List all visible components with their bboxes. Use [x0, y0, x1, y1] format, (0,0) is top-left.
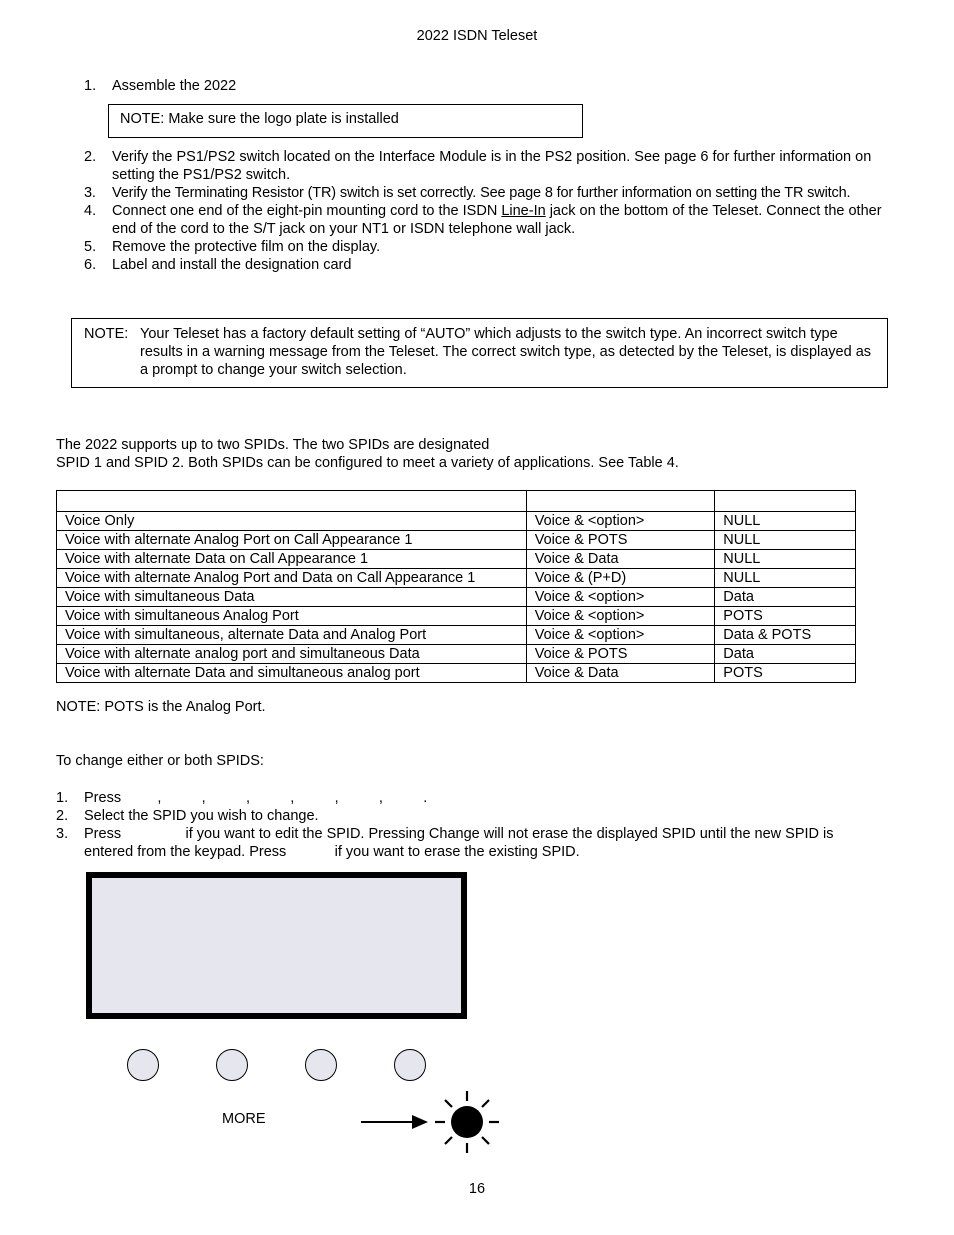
table-cell: Voice & <option> [526, 512, 715, 531]
list-item [56, 77, 896, 95]
table-row [57, 645, 856, 664]
table-cell: NULL [715, 531, 856, 550]
step-text-post: jack on the bottom of the Teleset. Connect the other end of the cord to the S/T jack on your NT1 or ISDN telephone wall jack. [112, 203, 882, 237]
table-row [57, 512, 856, 531]
table-cell: Voice with alternate Analog Port and Data on Call Appearance 1 [57, 569, 527, 588]
step-number: 2. [56, 808, 69, 824]
table-row [57, 550, 856, 569]
table-cell: Voice with simultaneous Data [57, 588, 527, 607]
table-cell: POTS [715, 607, 856, 626]
change-spid-intro: To change either or both SPIDS: [56, 753, 264, 769]
note-text: Your Teleset has a factory default setting of “AUTO” which adjusts to the switch type. An incorrect switch type results in a warning message from the Teleset. The correct switch type, as detected by the Teleset, is displayed as a prompt to change your switch selection. [140, 326, 872, 378]
step-number: 4. [84, 203, 97, 219]
table-cell: Voice with alternate analog port and simultaneous Data [57, 645, 527, 664]
spid-configuration-table [56, 490, 856, 683]
table-cell: Voice & <option> [526, 588, 715, 607]
step-text-line-1: Press if you want to edit the SPID. Pressing Change will not erase the displayed SPID until the new SPID is [84, 826, 834, 842]
list-item [28, 789, 908, 807]
step-text: Press , , , , , , . [84, 790, 428, 806]
step-number: 1. [56, 790, 69, 806]
table-cell: Voice with simultaneous Analog Port [57, 607, 527, 626]
step-text: Remove the protective film on the display. [112, 239, 381, 255]
softkey-2-button[interactable] [216, 1049, 248, 1081]
table-header-cell [526, 491, 715, 512]
table-cell: Voice with alternate Data and simultaneous analog port [57, 664, 527, 683]
table-cell: Voice & Data [526, 664, 715, 683]
list-item [56, 184, 906, 202]
page-header-title: 2022 ISDN Teleset [416, 28, 538, 44]
table-cell: Voice & POTS [526, 531, 715, 550]
assembly-step-1-list [56, 77, 896, 95]
step-number: 1. [84, 78, 97, 94]
list-item [56, 148, 906, 184]
more-indicator-light-icon [432, 1089, 502, 1155]
table-cell: Data & POTS [715, 626, 856, 645]
table-cell: Data [715, 645, 856, 664]
list-item [56, 256, 906, 274]
table-cell: Voice & <option> [526, 626, 715, 645]
table-row [57, 531, 856, 550]
table-cell: Voice & (P+D) [526, 569, 715, 588]
step-text: Assemble the 2022 [112, 78, 237, 94]
pots-note: NOTE: POTS is the Analog Port. [56, 699, 266, 715]
list-item [56, 238, 906, 256]
table-cell: Voice & Data [526, 550, 715, 569]
step-text-line-2: entered from the keypad. Press if you want to erase the existing SPID. [84, 844, 580, 860]
table-cell: Data [715, 588, 856, 607]
page-number: 16 [468, 1181, 486, 1197]
table-cell: Voice with alternate Analog Port on Call Appearance 1 [57, 531, 527, 550]
softkey-4-button[interactable] [394, 1049, 426, 1081]
step-number: 2. [84, 149, 97, 165]
table-row [57, 607, 856, 626]
step-text: Label and install the designation card [112, 257, 352, 273]
table-row [57, 664, 856, 683]
table-header-row [57, 491, 856, 512]
list-item [56, 202, 906, 238]
table-header-cell [57, 491, 527, 512]
list-item [28, 807, 908, 825]
softkey-3-button[interactable] [305, 1049, 337, 1081]
step-number: 6. [84, 257, 97, 273]
teleset-display [86, 872, 467, 1019]
step-number: 3. [56, 826, 69, 842]
step-number: 3. [84, 185, 96, 201]
table-cell: Voice with alternate Data on Call Appearance 1 [57, 550, 527, 569]
table-cell: Voice & <option> [526, 607, 715, 626]
table-cell: NULL [715, 512, 856, 531]
table-row [57, 626, 856, 645]
assembly-steps-list [56, 148, 906, 274]
softkey-1-button[interactable] [127, 1049, 159, 1081]
change-spid-steps [28, 789, 908, 861]
table-row [57, 588, 856, 607]
table-cell: Voice with simultaneous, alternate Data and Analog Port [57, 626, 527, 645]
step-text: Verify the Terminating Resistor (TR) switch is set correctly. See page 8 for further information on setting the TR switch. [112, 185, 851, 201]
arrow-right-icon [360, 1106, 430, 1138]
note-label: NOTE: [84, 326, 129, 342]
spid-intro-line-2: SPID 1 and SPID 2. Both SPIDs can be configured to meet a variety of applications. See Table 4. [56, 455, 679, 471]
logo-plate-note: NOTE: Make sure the logo plate is installed [108, 104, 583, 138]
spid-intro [56, 436, 679, 472]
step-text: Verify the PS1/PS2 switch located on the Interface Module is in the PS2 position. See page 6 for further information on setting the PS1/PS2 switch. [112, 149, 872, 183]
table-cell: Voice & POTS [526, 645, 715, 664]
table-cell: Voice Only [57, 512, 527, 531]
table-row [57, 569, 856, 588]
switch-type-note [71, 318, 888, 388]
more-key-label: MORE [222, 1111, 266, 1127]
spid-intro-line-1: The 2022 supports up to two SPIDs. The two SPIDs are designated [56, 437, 490, 453]
list-item [28, 825, 908, 861]
table-cell: NULL [715, 550, 856, 569]
step-text-pre: Connect one end of the eight-pin mounting cord to the ISDN [112, 203, 502, 219]
step-number: 5. [84, 239, 97, 255]
step-text: Select the SPID you wish to change. [84, 808, 319, 824]
table-header-cell [715, 491, 856, 512]
table-cell: NULL [715, 569, 856, 588]
table-cell: POTS [715, 664, 856, 683]
line-in-term: Line-In [501, 203, 546, 219]
